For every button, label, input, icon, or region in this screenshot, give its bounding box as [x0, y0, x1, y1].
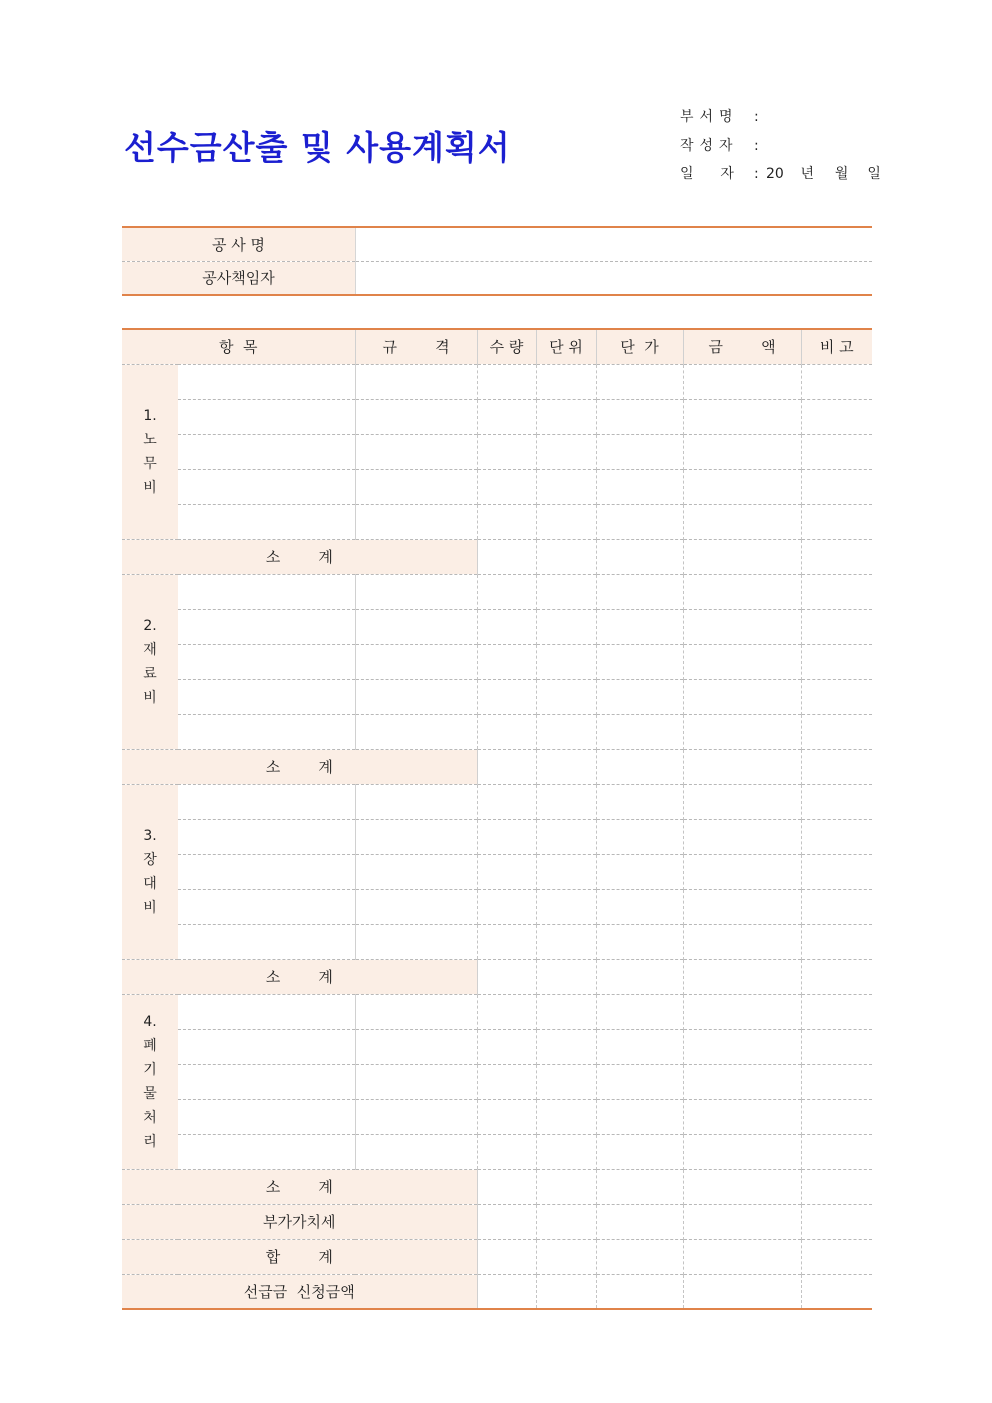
advance-request-row — [122, 1274, 872, 1309]
entry-cell[interactable] — [683, 819, 801, 854]
subtotal-row — [122, 1169, 872, 1204]
entry-cell[interactable] — [801, 364, 872, 399]
project-name-label: 공 사 명 — [122, 227, 356, 261]
entry-cell[interactable] — [683, 1239, 801, 1274]
entry-cell[interactable] — [596, 434, 683, 469]
entry-cell[interactable] — [477, 784, 536, 819]
header-unit: 단 위 — [536, 329, 596, 364]
item-name-cell[interactable] — [178, 854, 355, 889]
entry-cell[interactable] — [536, 889, 596, 924]
entry-cell[interactable] — [536, 924, 596, 959]
subtotal-label: 소 계 — [122, 1169, 477, 1204]
entry-cell[interactable] — [477, 959, 536, 994]
item-row — [122, 609, 872, 644]
entry-cell[interactable] — [683, 1134, 801, 1169]
entry-cell[interactable] — [477, 1134, 536, 1169]
subtotal-row — [122, 749, 872, 784]
section-name-char: 처 — [143, 1109, 157, 1126]
item-name-cell[interactable] — [178, 714, 355, 749]
item-row — [122, 1064, 872, 1099]
entry-cell[interactable] — [536, 959, 596, 994]
entry-cell[interactable] — [477, 854, 536, 889]
entry-cell[interactable] — [477, 1169, 536, 1204]
header-amount: 금 액 — [683, 329, 801, 364]
entry-cell[interactable] — [355, 574, 477, 609]
section-label — [122, 364, 178, 539]
item-row — [122, 504, 872, 539]
item-row — [122, 784, 872, 819]
section-name-char: 폐 — [143, 1037, 157, 1054]
item-name-cell[interactable] — [178, 644, 355, 679]
entry-cell[interactable] — [801, 819, 872, 854]
entry-cell[interactable] — [596, 924, 683, 959]
entry-cell[interactable] — [355, 784, 477, 819]
section-name-char: 비 — [143, 689, 157, 706]
subtotal-label: 소 계 — [122, 749, 477, 784]
entry-cell[interactable] — [536, 574, 596, 609]
item-name-cell[interactable] — [178, 434, 355, 469]
item-row — [122, 364, 872, 399]
entry-cell[interactable] — [536, 819, 596, 854]
total-label: 합 계 — [122, 1239, 477, 1274]
item-name-cell[interactable] — [178, 924, 355, 959]
date-row — [680, 160, 881, 189]
entry-cell[interactable] — [596, 959, 683, 994]
entry-cell[interactable] — [596, 679, 683, 714]
item-row — [122, 1099, 872, 1134]
item-name-cell[interactable] — [178, 469, 355, 504]
entry-cell[interactable] — [683, 1064, 801, 1099]
manager-label: 공사책임자 — [122, 261, 356, 295]
entry-cell[interactable] — [801, 1099, 872, 1134]
entry-cell[interactable] — [596, 1204, 683, 1239]
dept-label: 부서명 — [680, 109, 739, 125]
entry-cell[interactable] — [355, 364, 477, 399]
entry-cell[interactable] — [801, 1064, 872, 1099]
entry-cell[interactable] — [477, 644, 536, 679]
section-name-char: 재 — [143, 641, 157, 658]
section-name-char: 대 — [143, 875, 157, 892]
entry-cell[interactable] — [536, 1169, 596, 1204]
item-name-cell[interactable] — [178, 504, 355, 539]
entry-cell[interactable] — [801, 1204, 872, 1239]
entry-cell[interactable] — [801, 679, 872, 714]
section-label — [122, 784, 178, 959]
item-row — [122, 574, 872, 609]
entry-cell[interactable] — [683, 749, 801, 784]
entry-cell[interactable] — [683, 1274, 801, 1309]
item-name-cell[interactable] — [178, 364, 355, 399]
entry-cell[interactable] — [355, 609, 477, 644]
entry-cell[interactable] — [801, 1134, 872, 1169]
entry-cell[interactable] — [355, 1064, 477, 1099]
entry-cell[interactable] — [536, 1239, 596, 1274]
entry-cell[interactable] — [477, 924, 536, 959]
entry-cell[interactable] — [683, 1029, 801, 1064]
item-name-cell[interactable] — [178, 994, 355, 1029]
entry-cell[interactable] — [801, 924, 872, 959]
subtotal-row — [122, 959, 872, 994]
section-name-char: 비 — [143, 479, 157, 496]
entry-cell[interactable] — [683, 784, 801, 819]
entry-cell[interactable] — [355, 714, 477, 749]
section-name-char: 비 — [143, 899, 157, 916]
entry-cell[interactable] — [683, 714, 801, 749]
entry-cell[interactable] — [477, 1029, 536, 1064]
entry-cell[interactable] — [596, 1239, 683, 1274]
entry-cell[interactable] — [801, 784, 872, 819]
entry-cell[interactable] — [536, 434, 596, 469]
entry-cell[interactable] — [355, 504, 477, 539]
entry-cell[interactable] — [596, 784, 683, 819]
entry-cell[interactable] — [683, 679, 801, 714]
header-row — [122, 329, 872, 364]
entry-cell[interactable] — [355, 1099, 477, 1134]
date-day-label: 일 — [867, 166, 881, 182]
entry-cell[interactable] — [596, 609, 683, 644]
advance-request-label: 선급금 신청금액 — [122, 1274, 477, 1309]
manager-row — [122, 261, 872, 295]
entry-cell[interactable] — [477, 364, 536, 399]
entry-cell[interactable] — [355, 994, 477, 1029]
entry-cell[interactable] — [477, 1204, 536, 1239]
entry-cell[interactable] — [596, 644, 683, 679]
entry-cell[interactable] — [801, 1274, 872, 1309]
entry-cell[interactable] — [477, 749, 536, 784]
entry-cell[interactable] — [477, 1099, 536, 1134]
item-row — [122, 434, 872, 469]
entry-cell[interactable] — [536, 1029, 596, 1064]
section-number: 4. — [143, 1013, 157, 1030]
manager-field[interactable] — [356, 261, 873, 295]
entry-cell[interactable] — [536, 1134, 596, 1169]
section-name-char: 장 — [143, 851, 157, 868]
entry-cell[interactable] — [683, 434, 801, 469]
item-name-cell[interactable] — [178, 574, 355, 609]
item-row — [122, 399, 872, 434]
entry-cell[interactable] — [683, 1099, 801, 1134]
section-name-char: 기 — [143, 1061, 157, 1078]
entry-cell[interactable] — [477, 574, 536, 609]
entry-cell[interactable] — [355, 889, 477, 924]
header-spec: 규 격 — [355, 329, 477, 364]
header-unit-price: 단 가 — [596, 329, 683, 364]
section-number: 1. — [143, 407, 157, 424]
entry-cell[interactable] — [355, 469, 477, 504]
entry-cell[interactable] — [683, 539, 801, 574]
section-label — [122, 574, 178, 749]
item-row — [122, 889, 872, 924]
item-row — [122, 854, 872, 889]
entry-cell[interactable] — [801, 749, 872, 784]
entry-cell[interactable] — [536, 504, 596, 539]
entry-cell[interactable] — [801, 1029, 872, 1064]
entry-cell[interactable] — [801, 574, 872, 609]
item-row — [122, 994, 872, 1029]
entry-cell[interactable] — [801, 714, 872, 749]
entry-cell[interactable] — [355, 854, 477, 889]
entry-cell[interactable] — [683, 574, 801, 609]
author-colon: : — [754, 137, 759, 154]
entry-cell[interactable] — [477, 679, 536, 714]
entry-cell[interactable] — [536, 854, 596, 889]
entry-cell[interactable] — [536, 749, 596, 784]
entry-cell[interactable] — [683, 889, 801, 924]
entry-cell[interactable] — [596, 1099, 683, 1134]
vat-label: 부가가치세 — [122, 1204, 477, 1239]
entry-cell[interactable] — [801, 959, 872, 994]
cost-table — [122, 328, 872, 1310]
item-row — [122, 819, 872, 854]
dept-colon: : — [754, 109, 759, 125]
item-name-cell[interactable] — [178, 889, 355, 924]
header-item: 항 목 — [122, 329, 355, 364]
entry-cell[interactable] — [683, 994, 801, 1029]
item-name-cell[interactable] — [178, 1099, 355, 1134]
entry-cell[interactable] — [596, 714, 683, 749]
section-number: 2. — [143, 617, 157, 634]
item-name-cell[interactable] — [178, 1134, 355, 1169]
subtotal-label: 소 계 — [122, 959, 477, 994]
entry-cell[interactable] — [355, 1029, 477, 1064]
item-row — [122, 1029, 872, 1064]
entry-cell[interactable] — [477, 994, 536, 1029]
section-name-char: 무 — [143, 455, 157, 472]
entry-cell[interactable] — [477, 434, 536, 469]
entry-cell[interactable] — [477, 469, 536, 504]
entry-cell[interactable] — [355, 399, 477, 434]
date-year-label: 년 — [800, 166, 814, 182]
entry-cell[interactable] — [801, 609, 872, 644]
entry-cell[interactable] — [536, 1064, 596, 1099]
document-meta — [680, 103, 881, 189]
entry-cell[interactable] — [536, 469, 596, 504]
entry-cell[interactable] — [355, 924, 477, 959]
item-name-cell[interactable] — [178, 1029, 355, 1064]
entry-cell[interactable] — [477, 1239, 536, 1274]
subtotal-row — [122, 539, 872, 574]
entry-cell[interactable] — [477, 504, 536, 539]
date-month-label: 월 — [834, 166, 849, 182]
date-colon: : — [754, 166, 759, 182]
entry-cell[interactable] — [801, 1169, 872, 1204]
item-name-cell[interactable] — [178, 399, 355, 434]
entry-cell[interactable] — [801, 889, 872, 924]
entry-cell[interactable] — [355, 819, 477, 854]
item-row — [122, 679, 872, 714]
entry-cell[interactable] — [596, 399, 683, 434]
section-label — [122, 994, 178, 1169]
date-value — [766, 160, 881, 189]
header-qty: 수 량 — [477, 329, 536, 364]
entry-cell[interactable] — [355, 679, 477, 714]
entry-cell[interactable] — [536, 609, 596, 644]
entry-cell[interactable] — [536, 1099, 596, 1134]
entry-cell[interactable] — [536, 679, 596, 714]
author-label: 작성자 — [680, 137, 739, 154]
entry-cell[interactable] — [596, 1274, 683, 1309]
entry-cell[interactable] — [683, 1169, 801, 1204]
entry-cell[interactable] — [683, 504, 801, 539]
entry-cell[interactable] — [477, 1064, 536, 1099]
entry-cell[interactable] — [596, 504, 683, 539]
section-name-char: 료 — [143, 665, 157, 682]
entry-cell[interactable] — [801, 1239, 872, 1274]
vat-row — [122, 1204, 872, 1239]
entry-cell[interactable] — [683, 399, 801, 434]
total-row — [122, 1239, 872, 1274]
section-name-char: 노 — [143, 431, 157, 448]
entry-cell[interactable] — [536, 1274, 596, 1309]
date-year-prefix: 20 — [766, 166, 784, 182]
entry-cell[interactable] — [596, 889, 683, 924]
date-label: 일 자 — [680, 166, 740, 182]
entry-cell[interactable] — [683, 1204, 801, 1239]
item-name-cell[interactable] — [178, 609, 355, 644]
entry-cell[interactable] — [536, 539, 596, 574]
entry-cell[interactable] — [355, 434, 477, 469]
entry-cell[interactable] — [801, 644, 872, 679]
project-name-row — [122, 227, 872, 261]
entry-cell[interactable] — [536, 994, 596, 1029]
entry-cell[interactable] — [477, 889, 536, 924]
subtotal-label: 소 계 — [122, 539, 477, 574]
entry-cell[interactable] — [801, 854, 872, 889]
entry-cell[interactable] — [477, 609, 536, 644]
entry-cell[interactable] — [596, 749, 683, 784]
entry-cell[interactable] — [596, 1029, 683, 1064]
project-name-field[interactable] — [356, 227, 873, 261]
entry-cell[interactable] — [683, 959, 801, 994]
author-row — [680, 132, 881, 161]
entry-cell[interactable] — [801, 539, 872, 574]
entry-cell[interactable] — [683, 469, 801, 504]
entry-cell[interactable] — [596, 1064, 683, 1099]
entry-cell[interactable] — [477, 539, 536, 574]
section-name-char: 리 — [143, 1133, 157, 1150]
entry-cell[interactable] — [683, 924, 801, 959]
entry-cell[interactable] — [801, 994, 872, 1029]
entry-cell[interactable] — [596, 819, 683, 854]
entry-cell[interactable] — [596, 539, 683, 574]
entry-cell[interactable] — [355, 1134, 477, 1169]
entry-cell[interactable] — [477, 1274, 536, 1309]
entry-cell[interactable] — [683, 609, 801, 644]
entry-cell[interactable] — [536, 784, 596, 819]
header-note: 비 고 — [801, 329, 872, 364]
entry-cell[interactable] — [596, 994, 683, 1029]
project-info-table — [122, 226, 872, 296]
dept-row — [680, 103, 881, 132]
item-name-cell[interactable] — [178, 679, 355, 714]
entry-cell[interactable] — [801, 399, 872, 434]
entry-cell[interactable] — [536, 1204, 596, 1239]
item-row — [122, 714, 872, 749]
entry-cell[interactable] — [355, 644, 477, 679]
entry-cell[interactable] — [801, 469, 872, 504]
entry-cell[interactable] — [596, 364, 683, 399]
entry-cell[interactable] — [477, 714, 536, 749]
section-name-char: 물 — [143, 1085, 157, 1102]
entry-cell[interactable] — [536, 644, 596, 679]
entry-cell[interactable] — [596, 854, 683, 889]
item-row — [122, 924, 872, 959]
entry-cell[interactable] — [596, 1169, 683, 1204]
entry-cell[interactable] — [596, 574, 683, 609]
entry-cell[interactable] — [536, 399, 596, 434]
entry-cell[interactable] — [596, 1134, 683, 1169]
item-row — [122, 644, 872, 679]
entry-cell[interactable] — [477, 819, 536, 854]
entry-cell[interactable] — [536, 714, 596, 749]
item-name-cell[interactable] — [178, 784, 355, 819]
document-title: 선수금산출 및 사용계획서 — [124, 128, 511, 167]
entry-cell[interactable] — [801, 434, 872, 469]
entry-cell[interactable] — [683, 364, 801, 399]
entry-cell[interactable] — [596, 469, 683, 504]
item-name-cell[interactable] — [178, 819, 355, 854]
section-number: 3. — [143, 827, 157, 844]
entry-cell[interactable] — [536, 364, 596, 399]
entry-cell[interactable] — [801, 504, 872, 539]
item-name-cell[interactable] — [178, 1064, 355, 1099]
entry-cell[interactable] — [477, 399, 536, 434]
item-row — [122, 1134, 872, 1169]
entry-cell[interactable] — [683, 644, 801, 679]
entry-cell[interactable] — [683, 854, 801, 889]
item-row — [122, 469, 872, 504]
